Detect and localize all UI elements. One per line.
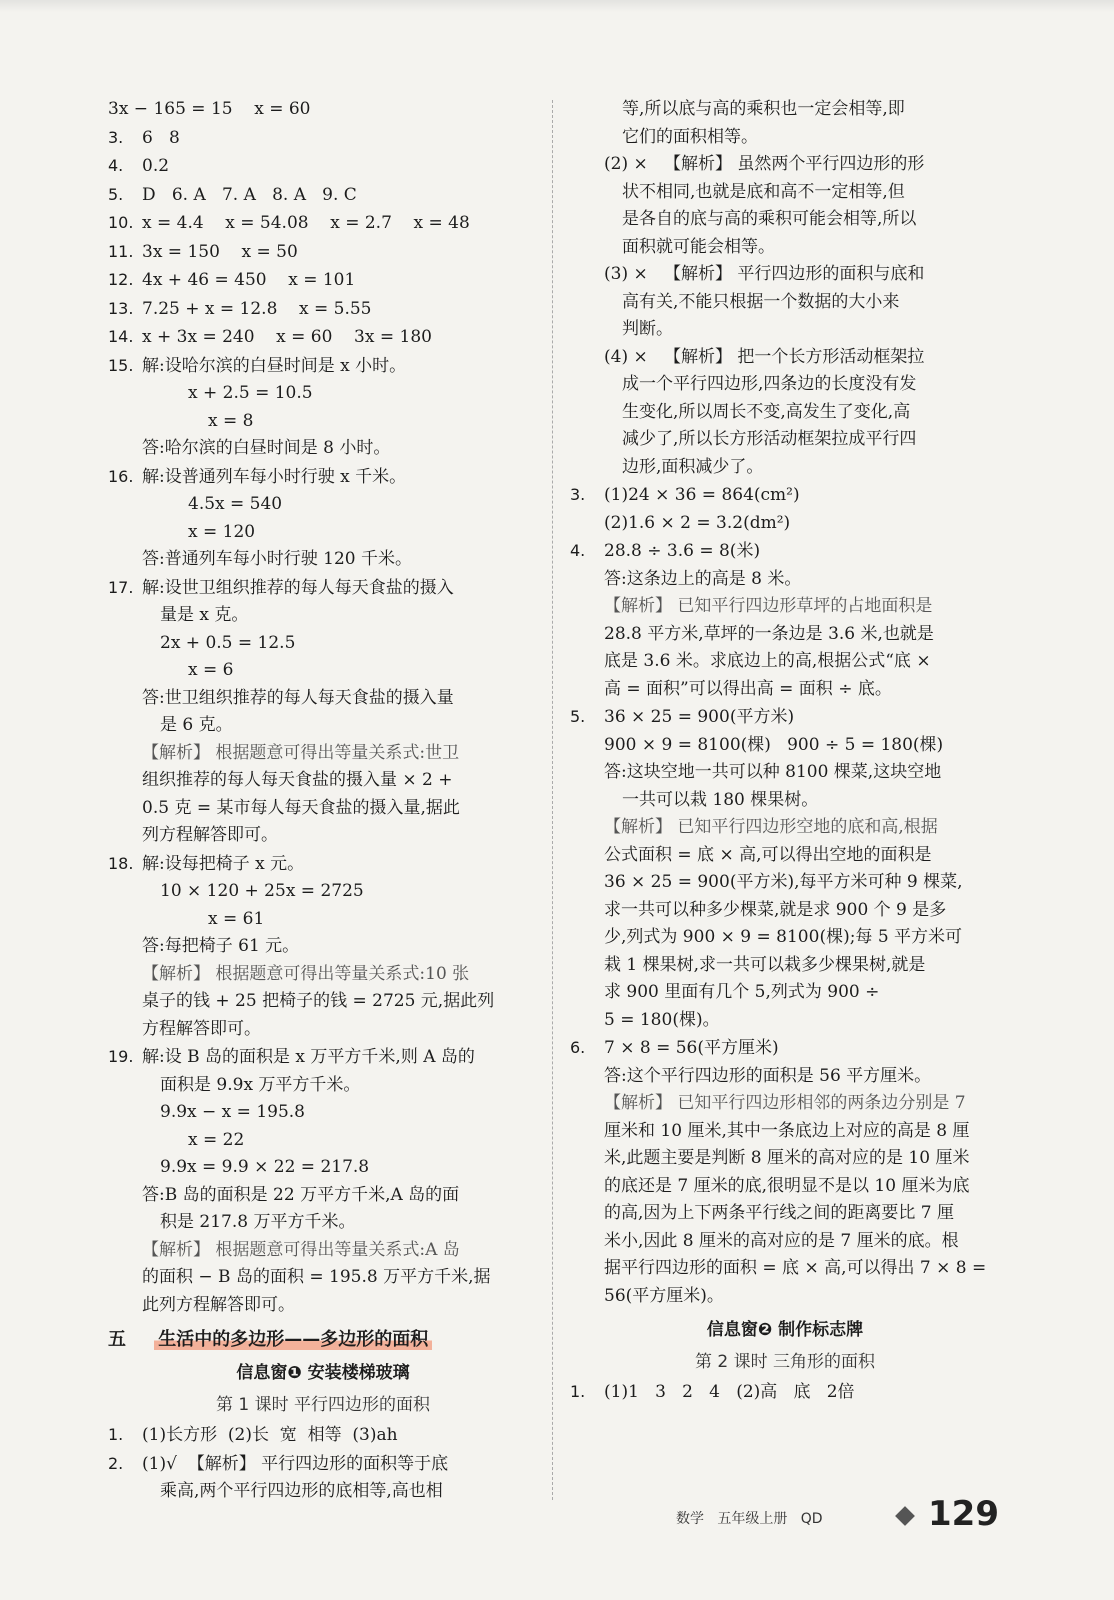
answer-text: 的底还是 7 厘米的底,很明显不是以 10 厘米为底	[604, 1175, 970, 1196]
answer-line	[108, 295, 538, 324]
answer-text: 【解析】 已知平行四边形相邻的两条边分别是 7	[604, 1093, 966, 1113]
page-edge	[0, 0, 1114, 12]
answer-text: 边形,面积减少了。	[622, 456, 764, 477]
footer-edition: QD	[800, 1511, 823, 1527]
answer-line	[570, 732, 1000, 760]
answer-line	[108, 878, 538, 906]
answer-line	[570, 206, 1000, 234]
answer-line	[570, 1228, 1000, 1256]
answer-text: 状不相同,也就是底和高不一定相等,但	[622, 181, 905, 202]
answer-text: 米,此题主要是判断 8 厘米的高对应的是 10 厘米	[604, 1148, 970, 1168]
answer-text: 56(平方厘米)。	[604, 1285, 724, 1306]
lesson-2-answers	[570, 1378, 1000, 1407]
answer-text: 一共可以栽 180 棵果树。	[622, 789, 819, 810]
answer-text: (1)长方形 (2)长 宽 相等 (3)ah	[142, 1425, 398, 1445]
answer-text: 10 × 120 + 25x = 2725	[160, 881, 364, 901]
answer-text: 0.2	[142, 156, 170, 176]
lesson-1-answers	[108, 1421, 538, 1506]
answer-text: 36 × 25 = 900(平方米),每平方米可种 9 棵菜,	[604, 872, 963, 892]
answer-text: 等,所以底与高的乘积也一定会相等,即	[622, 99, 905, 119]
answer-text: 高 = 面积”可以得出高 = 面积 ÷ 底。	[604, 678, 892, 699]
answer-text: 28.8 ÷ 3.6 = 8(米)	[604, 541, 761, 561]
answer-line	[570, 648, 1000, 676]
answer-line	[108, 463, 538, 492]
left-answer-lines	[108, 96, 538, 1319]
answer-text: 答:每把椅子 61 元。	[142, 936, 300, 956]
left-column	[108, 96, 538, 1506]
answer-text: 此列方程解答即可。	[142, 1294, 295, 1315]
answer-text: 面积是 9.9x 万平方千米。	[160, 1074, 361, 1095]
question-number: 14.	[108, 327, 134, 346]
answer-text: 解:设 B 岛的面积是 x 万平方千米,则 A 岛的	[142, 1047, 475, 1067]
answer-line	[108, 906, 538, 934]
answer-line	[570, 759, 1000, 787]
question-number: 5.	[570, 707, 586, 726]
answer-line	[108, 152, 538, 181]
answer-text: x + 2.5 = 10.5	[188, 383, 313, 403]
answer-text: 米小,因此 8 厘米的高对应的是 7 厘米的底。根	[604, 1230, 959, 1251]
section-number: 五	[108, 1329, 126, 1350]
answer-line	[108, 323, 538, 352]
question-number: 13.	[108, 298, 134, 318]
answer-text: 答:B 岛的面积是 22 万平方千米,A 岛的面	[142, 1184, 460, 1205]
answer-text: 7 × 8 = 56(平方厘米)	[604, 1038, 779, 1058]
answer-text: 厘米和 10 厘米,其中一条底边上对应的高是 8 厘	[604, 1120, 970, 1141]
answer-text: 解:设世卫组织推荐的每人每天食盐的摄入	[142, 577, 454, 598]
answer-text: 答:这块空地一共可以种 8100 棵菜,这块空地	[604, 762, 942, 782]
answer-text: (1)√ 【解析】 平行四边形的面积等于底	[142, 1453, 449, 1474]
answer-text: 36 × 25 = 900(平方米)	[604, 707, 795, 727]
answer-text: 7.25 + x = 12.8 x = 5.55	[142, 298, 372, 319]
answer-line	[570, 124, 1000, 152]
answer-line	[570, 979, 1000, 1007]
answer-text: 组织推荐的每人每天食盐的摄入量 × 2 +	[142, 770, 453, 790]
answer-line	[570, 316, 1000, 344]
answer-text: 3x = 150 x = 50	[142, 241, 298, 262]
answer-line	[108, 657, 538, 685]
answer-text: 0.5 克 = 某市每人每天食盐的摄入量,据此	[142, 797, 460, 818]
answer-text: (1)24 × 36 = 864(cm²)	[604, 485, 800, 505]
question-number: 5.	[108, 184, 124, 204]
question-number: 1.	[108, 1425, 124, 1444]
answer-line	[108, 1099, 538, 1127]
answer-text: 【解析】 根据题意可得出等量关系式:10 张	[142, 963, 470, 984]
answer-line	[570, 1090, 1000, 1118]
answer-line	[570, 924, 1000, 952]
answer-line	[108, 1209, 538, 1237]
answer-line	[108, 1264, 538, 1292]
question-number: 3.	[108, 127, 124, 147]
question-number: 12.	[108, 270, 134, 289]
answer-line	[570, 1118, 1000, 1146]
answer-line	[108, 630, 538, 658]
answer-text: 答:这个平行四边形的面积是 56 平方厘米。	[604, 1065, 932, 1086]
question-number: 2.	[108, 1453, 124, 1473]
column-divider	[552, 100, 553, 1500]
answer-text: 4x + 46 = 450 x = 101	[142, 270, 356, 290]
answer-text: 解:设哈尔滨的白昼时间是 x 小时。	[142, 355, 407, 376]
answer-text: (2)1.6 × 2 = 3.2(dm²)	[604, 512, 791, 533]
answer-line	[570, 179, 1000, 207]
answer-line	[108, 238, 538, 267]
answer-line	[108, 181, 538, 210]
answer-line	[108, 1450, 538, 1479]
answer-line	[570, 1200, 1000, 1228]
answer-text: 的高,因为上下两条平行线之间的距离要比 7 厘	[604, 1203, 955, 1223]
answer-text: 成一个平行四边形,四条边的长度没有发	[622, 374, 917, 394]
answer-text: (4) × 【解析】 把一个长方形活动框架拉	[604, 346, 925, 367]
answer-line	[108, 795, 538, 823]
answer-line	[570, 1173, 1000, 1201]
info-window-2-heading: 信息窗❷ 制作标志牌	[706, 1320, 864, 1340]
answer-text: x = 120	[188, 521, 256, 542]
answer-text: 【解析】 根据题意可得出等量关系式:世卫	[142, 742, 460, 763]
answer-text: 方程解答即可。	[142, 1018, 261, 1039]
answer-text: 公式面积 = 底 × 高,可以得出空地的面积是	[604, 844, 932, 865]
answer-text: (2) × 【解析】 虽然两个平行四边形的形	[604, 154, 925, 174]
answer-line	[570, 454, 1000, 482]
answer-line	[570, 621, 1000, 649]
lesson-1-heading: 第 1 课时 平行四边形的面积	[215, 1395, 431, 1415]
answer-text: x + 3x = 240 x = 60 3x = 180	[142, 327, 432, 347]
question-number: 19.	[108, 1047, 134, 1066]
answer-text: 【解析】 根据题意可得出等量关系式:A 岛	[142, 1239, 460, 1260]
answer-line	[108, 740, 538, 768]
answer-text: 28.8 平方米,草坪的一条边是 3.6 米,也就是	[604, 623, 934, 644]
answer-text: 5 = 180(棵)。	[604, 1009, 720, 1030]
answer-line	[570, 787, 1000, 815]
answer-line	[108, 1182, 538, 1210]
answer-text: 4.5x = 540	[188, 494, 283, 514]
answer-line	[570, 510, 1000, 538]
answer-line	[570, 261, 1000, 289]
answer-line	[570, 289, 1000, 317]
answer-line	[570, 566, 1000, 594]
answer-line	[108, 988, 538, 1016]
answer-text: 面积就可能会相等。	[622, 236, 775, 257]
right-answer-lines	[570, 96, 1000, 1310]
answer-text: (1)1 3 2 4 (2)高 底 2倍	[604, 1382, 855, 1402]
answer-line	[108, 685, 538, 713]
answer-line	[108, 124, 538, 153]
answer-line	[570, 1378, 1000, 1407]
answer-text: 【解析】 已知平行四边形空地的底和高,根据	[604, 817, 938, 837]
answer-text: 【解析】 已知平行四边形草坪的占地面积是	[604, 596, 933, 616]
answer-text: 高有关,不能只根据一个数据的大小来	[622, 291, 900, 312]
answer-line	[108, 712, 538, 740]
answer-text: 答:这条边上的高是 8 米。	[604, 568, 802, 589]
answer-text: 6 8	[142, 127, 180, 148]
answer-line	[570, 814, 1000, 842]
right-column	[570, 96, 1000, 1407]
question-number: 6.	[570, 1038, 586, 1057]
question-number: 18.	[108, 853, 134, 873]
answer-line	[108, 519, 538, 547]
diamond-icon	[895, 1506, 915, 1526]
answer-line	[108, 1154, 538, 1182]
section-title: 生活中的多边形——多边形的面积	[154, 1329, 432, 1350]
answer-text: 生变化,所以周长不变,高发生了变化,高	[622, 401, 911, 422]
answer-line	[570, 399, 1000, 427]
question-number: 4.	[570, 541, 586, 560]
section-heading	[108, 1323, 538, 1357]
answer-line	[570, 593, 1000, 621]
answer-line	[570, 151, 1000, 179]
answer-text: 的面积 − B 岛的面积 = 195.8 万平方千米,据	[142, 1267, 491, 1287]
answer-text: 是 6 克。	[160, 715, 233, 735]
answer-line	[108, 408, 538, 436]
question-number: 1.	[570, 1382, 586, 1401]
answer-line	[108, 1127, 538, 1155]
answer-text: 求一共可以种多少棵菜,就是求 900 个 9 是多	[604, 899, 947, 920]
answer-line	[108, 1421, 538, 1450]
answer-line	[570, 96, 1000, 124]
question-number: 16.	[108, 466, 134, 486]
answer-text: 乘高,两个平行四边形的底相等,高也相	[160, 1481, 443, 1501]
answer-line	[108, 435, 538, 463]
answer-line	[108, 822, 538, 850]
answer-line	[570, 426, 1000, 454]
answer-line	[570, 1145, 1000, 1173]
answer-line	[108, 1043, 538, 1072]
question-number: 3.	[570, 485, 586, 504]
answer-line	[570, 1283, 1000, 1311]
question-number: 11.	[108, 241, 134, 261]
answer-text: 栽 1 棵果树,求一共可以栽多少棵果树,就是	[604, 954, 926, 975]
answer-line	[108, 602, 538, 630]
answer-line	[570, 1063, 1000, 1091]
answer-line	[570, 371, 1000, 399]
answer-line	[570, 703, 1000, 732]
answer-text: 减少了,所以长方形活动框架拉成平行四	[622, 429, 917, 449]
answer-line	[108, 266, 538, 295]
answer-line	[570, 952, 1000, 980]
page-number: 129	[928, 1494, 999, 1534]
answer-line	[570, 537, 1000, 566]
question-number: 17.	[108, 577, 134, 597]
answer-text: 积是 217.8 万平方千米。	[160, 1212, 356, 1232]
answer-text: D 6. A 7. A 8. A 9. C	[142, 184, 357, 205]
answer-text: 它们的面积相等。	[622, 126, 758, 147]
answer-line	[108, 352, 538, 381]
answer-text: x = 4.4 x = 54.08 x = 2.7 x = 48	[142, 213, 470, 233]
answer-text: (3) × 【解析】 平行四边形的面积与底和	[604, 264, 925, 284]
answer-line	[108, 491, 538, 519]
answer-text: 据平行四边形的面积 = 底 × 高,可以得出 7 × 8 =	[604, 1258, 987, 1278]
answer-line	[570, 481, 1000, 510]
answer-line	[108, 1478, 538, 1506]
answer-line	[570, 897, 1000, 925]
answer-text: 少,列式为 900 × 9 = 8100(棵);每 5 平方米可	[604, 927, 963, 947]
answer-text: x = 61	[208, 908, 265, 929]
answer-text: 解:设普通列车每小时行驶 x 千米。	[142, 466, 407, 487]
answer-text: 桌子的钱 + 25 把椅子的钱 = 2725 元,据此列	[142, 991, 495, 1011]
answer-line	[570, 1034, 1000, 1063]
answer-line	[108, 961, 538, 989]
answer-line	[108, 767, 538, 795]
answer-line	[108, 209, 538, 238]
answer-line	[570, 1007, 1000, 1035]
info-window-1-heading: 信息窗❶ 安装楼梯玻璃	[236, 1363, 410, 1383]
answer-line	[108, 380, 538, 408]
answer-line	[108, 1237, 538, 1265]
answer-text: 判断。	[622, 319, 673, 339]
answer-text: 答:普通列车每小时行驶 120 千米。	[142, 549, 412, 569]
question-number: 4.	[108, 156, 124, 175]
answer-text: 9.9x = 9.9 × 22 = 217.8	[160, 1157, 370, 1177]
answer-line	[570, 234, 1000, 262]
answer-line	[570, 842, 1000, 870]
answer-line	[108, 933, 538, 961]
answer-line	[108, 1072, 538, 1100]
footer-grade: 五年级上册	[717, 1511, 788, 1527]
answer-text: 2x + 0.5 = 12.5	[160, 632, 296, 653]
answer-text: 答:世卫组织推荐的每人每天食盐的摄入量	[142, 687, 454, 708]
answer-line	[108, 96, 538, 124]
lesson-2-heading: 第 2 课时 三角形的面积	[694, 1352, 876, 1372]
answer-text: 900 × 9 = 8100(棵) 900 ÷ 5 = 180(棵)	[604, 734, 944, 755]
answer-text: x = 22	[188, 1129, 245, 1150]
answer-text: x = 6	[188, 660, 234, 680]
answer-line	[570, 869, 1000, 897]
answer-text: 求 900 里面有几个 5,列式为 900 ÷	[604, 982, 880, 1002]
answer-line	[108, 574, 538, 603]
question-number: 15.	[108, 355, 134, 375]
answer-line	[570, 344, 1000, 372]
footer-subject: 数学	[676, 1511, 704, 1527]
answer-text: 答:哈尔滨的白昼时间是 8 小时。	[142, 438, 391, 458]
answer-text: 9.9x − x = 195.8	[160, 1102, 305, 1122]
answer-line	[108, 850, 538, 879]
answer-line	[570, 676, 1000, 704]
answer-text: 列方程解答即可。	[142, 825, 278, 845]
answer-text: 量是 x 克。	[160, 605, 249, 625]
answer-text: 底是 3.6 米。求底边上的高,根据公式“底 ×	[604, 651, 931, 671]
question-number: 10.	[108, 213, 134, 232]
answer-line	[570, 1255, 1000, 1283]
answer-text: 解:设每把椅子 x 元。	[142, 853, 305, 874]
answer-line	[108, 546, 538, 574]
page-footer	[676, 1508, 823, 1528]
answer-text: 3x − 165 = 15 x = 60	[108, 99, 311, 119]
answer-text: x = 8	[208, 410, 254, 431]
answer-line	[108, 1292, 538, 1320]
answer-text: 是各自的底与高的乘积可能会相等,所以	[622, 209, 917, 229]
answer-line	[108, 1016, 538, 1044]
